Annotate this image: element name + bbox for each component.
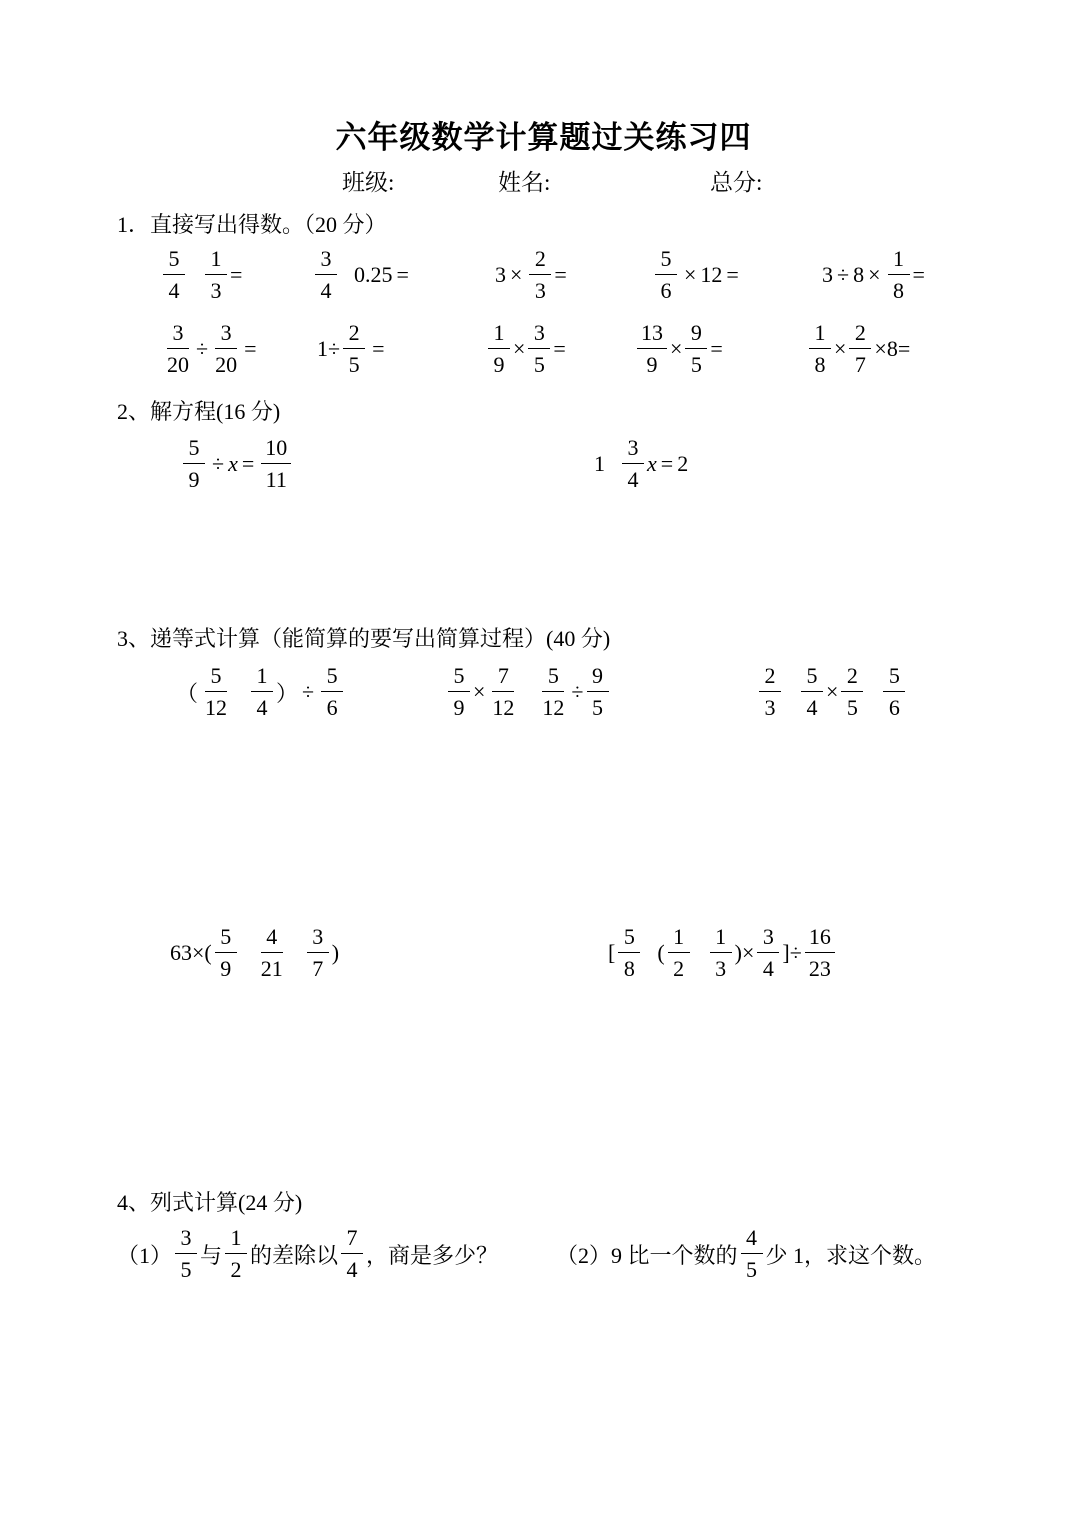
- q1-item-1: $\frac{5}{4}$ $\frac{1}{3}$ =: [160, 248, 242, 302]
- class-label: 班级:: [342, 170, 395, 195]
- q3-problem-2: $\frac{5}{9}$ × $\frac{7}{12}$ $\frac{5}{12}$ ÷ $\frac{9}{5}$: [445, 665, 612, 719]
- score-label: 总分:: [710, 170, 763, 195]
- q1-item-9: $\frac{13}{9}$ × $\frac{9}{5}$ =: [634, 322, 723, 376]
- name-label: 姓名:: [498, 170, 551, 195]
- q1-item-7: 1 ÷ $\frac{2}{5}$ =: [317, 320, 385, 377]
- page-title: 六年级数学计算题过关练习四: [335, 120, 752, 156]
- q4-problem-1: （1） $\frac{3}{5}$ 与 $\frac{1}{2}$ 的差除以 $\frac{7}{4}$ ，商是多少？: [117, 1225, 499, 1282]
- q3-problem-4: 63 × ( $\frac{5}{9}$ $\frac{4}{21}$ $\frac{3}{7}$ ): [170, 924, 340, 981]
- q1-item-3: 3 × $\frac{2}{3}$ =: [495, 246, 567, 303]
- q1-item-4: $\frac{5}{6}$ × 12 =: [652, 248, 743, 302]
- q2-equation-1: $\frac{5}{9}$ ÷ x = $\frac{10}{11}$: [180, 437, 294, 491]
- q3-problem-5: [ $\frac{5}{8}$ ( $\frac{1}{2}$ $\frac{1}{3}$ ) × $\frac{3}{4}$ ] ÷ $\frac{16}{23}$: [608, 926, 838, 980]
- q4-problem-2: （2）9 比一个数的 $\frac{4}{5}$ 少 1，求这个数。: [556, 1225, 937, 1282]
- section-1-heading: 1．直接写出得数。（20 分）: [117, 212, 387, 237]
- q1-item-8: $\frac{1}{9}$ × $\frac{3}{5}$ =: [485, 322, 566, 376]
- q1-item-5: 3 ÷ 8 × $\frac{1}{8}$ =: [822, 246, 925, 303]
- q1-item-2: $\frac{3}{4}$ 0.25 =: [312, 248, 413, 302]
- section-3-heading: 3、递等式计算（能简算的要写出简算过程）(40 分): [117, 626, 611, 651]
- q3-problem-1: （ $\frac{5}{12}$ $\frac{1}{4}$ ） ÷ $\frac{5}{6}$: [176, 665, 346, 719]
- q2-equation-2: 1 $\frac{3}{4}$ x = 2: [594, 435, 689, 492]
- section-4-heading: 4、列式计算(24 分): [117, 1190, 303, 1215]
- q1-item-6: $\frac{3}{20}$ ÷ $\frac{3}{20}$ =: [167, 320, 257, 377]
- section-2-heading: 2、解方程(16 分): [117, 399, 281, 424]
- q3-problem-3: $\frac{2}{3}$ $\frac{5}{4}$ × $\frac{2}{5}$ $\frac{5}{6}$: [756, 665, 908, 719]
- q1-item-10: $\frac{1}{8}$ × $\frac{2}{7}$ × 8 =: [806, 322, 910, 376]
